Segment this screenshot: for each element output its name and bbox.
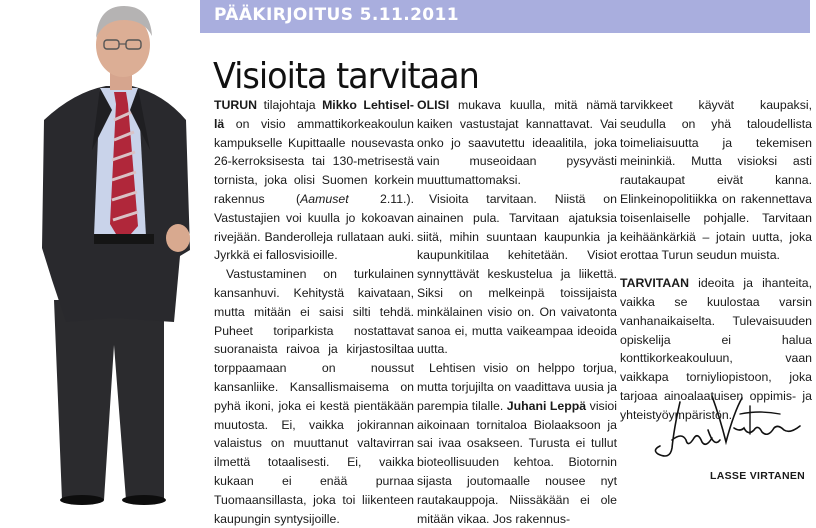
- article-paragraph: [417, 359, 617, 528]
- paragraph-text: Lehtisen visio on helppo torjua, mutta torjujilta on vaadittava uusia ja parempia tilalle.: [417, 361, 617, 413]
- paragraph-lead-word: TARVITAAN: [620, 276, 689, 291]
- author-signature: [650, 388, 810, 464]
- person-name: Mikko Lehtisel-lä: [214, 98, 414, 131]
- article-paragraph: [214, 265, 414, 528]
- article-column-3: [620, 96, 812, 425]
- paragraph-lead-word: TURUN: [214, 98, 258, 112]
- paragraph-text: Visioita tarvitaan. Niistä on ainainen pula. Tarvitaan ajatuksia siitä, mihin suuntaan kaupunkia ja kaupunkitilaa kehitetään. Visiot synnyttävät keskustelua ja liikettä. Siksi on melkeinpä toissijaista minkälainen visio on. On vaivatonta sanoa ei, mutta vaikeampaa ideoida uutta.: [417, 191, 617, 357]
- author-photo: [14, 0, 200, 506]
- article-paragraph: [620, 96, 812, 265]
- author-name: LASSE VIRTANEN: [710, 470, 806, 482]
- paragraph-text: Vastustaminen on turkulainen kansanhuvi. Kehitystä kaivataan, mutta mitään ei saisi silti tehdä. Puheet toriparkista nostattavat suoranaista raivoa ja kirjastosiltaa torppaamaan on noussut kansanliike. Kansallismaisema on pyhä ikoni, joka ei kestä pientäkään muutosta. Ei, vaikka jokirannan valaistus on muuttanut valtavirran ilmettä totaalisesti. Ei, vaikka kukaan ei enää purnaa Tuomaansillasta, joka toi liikenteen kaupungin syntysijoille.: [214, 267, 414, 526]
- publication-name: Aamuset: [300, 191, 349, 206]
- section-header-bar: [200, 0, 810, 33]
- article-paragraph: [417, 190, 617, 359]
- article-paragraph: [214, 96, 414, 265]
- article-column-2: [417, 96, 617, 528]
- paragraph-lead-word: OLISI: [417, 98, 450, 112]
- article-column-1: [214, 96, 414, 528]
- paragraph-text: visioi aikoinaan tornitaloa Biolaaksoon ja sai ivaa osakseen. Turusta ei tullut bioteollisuuden kehtoa. Biotornin sijasta joutomaalle nousee nyt rautakauppoja. Niissäkään ei ole mitään vikaa. Jos rakennus-: [417, 398, 617, 526]
- paragraph-text: 2.11.). Vastustajien voi kuulla jo kokoavan rivejään. Banderolleja rullataan auki. Jyrkkä ei fallosvisioille.: [214, 191, 414, 263]
- section-header-label: PÄÄKIRJOITUS 5.11.2011: [214, 5, 459, 25]
- paragraph-text: mukava kuulla, mitä nämä kaiken vastustajat kannattavat. Vai onko jo saavutettu ideaalitila, joka vain museoidaan pysyvästi muuttumattomaksi.: [417, 98, 618, 188]
- paragraph-text: ideoita ja ihanteita, vaikka se kuulostaa varsin vanhanaikaiselta. Tulevaisuuden opiskelija ei halua konttikorkeakouluun, vaan vaikkapa torniyliopistoon, joka tarjoaa ainoalaatuisen oppimis- ja yhteistyöympäristön.: [620, 276, 812, 422]
- person-name: Juhani Leppä: [506, 398, 587, 413]
- paragraph-text: on visio ammattikorkeakoulun kampukselle Kupittaalle nousevasta 26-kerroksisesta tai 130-metrisestä tornista, joka olisi Suomen korkein rakennus (: [214, 116, 414, 206]
- article-paragraph: [417, 96, 617, 190]
- headline: Visioita tarvitaan: [213, 56, 479, 97]
- paragraph-text: tarvikkeet käyvät kaupaksi, seudulla on yhä taloudellista toimeliaisuutta ja tekemisen meininkiä. Mutta visioksi asti rautakaupat eivät kanna. Elinkeinopolitiikka on rakennettava toisenlaiselle pohjalle. Tarvitaan keihäänkärkiä – jotain uutta, joka erottaa Turun seudun muista.: [620, 98, 812, 263]
- paragraph-text: tilajohtaja: [263, 98, 323, 112]
